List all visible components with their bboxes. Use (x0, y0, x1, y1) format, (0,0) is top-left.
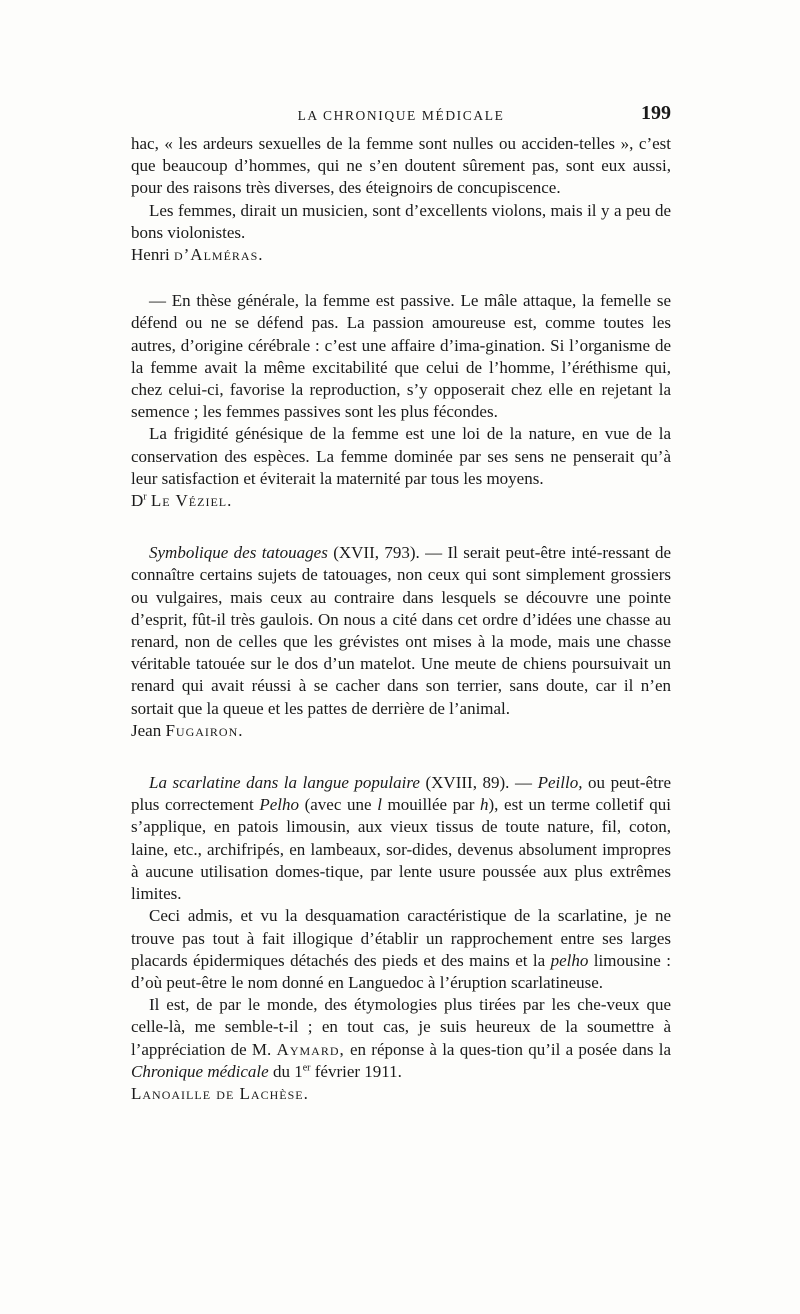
text-run: limousine : d’où peut-être le nom donné en Languedoc à l’éruption scarlatineuse. (131, 950, 671, 992)
text-run: ou peut-être plus correctement (131, 773, 672, 815)
text-run: mouillée par (381, 795, 480, 815)
signature-title: D (131, 491, 144, 511)
signature (131, 720, 671, 742)
italic-term: pelho (550, 950, 589, 970)
paragraph: Les femmes, dirait un musicien, sont d’excellents violons, mais il y a peu de bons violonistes. (131, 200, 671, 242)
paragraph (131, 994, 671, 1083)
signature-name: Le Véziel. (150, 491, 233, 511)
paragraph: — En thèse générale, la femme est passive. Le mâle attaque, la femelle se défend ou ne se défend pas. La passion amoureuse est, comme toutes les autres, d’origine cérébrale : c’est une affaire d’ima-gination. Si l’organisme de la femme avait la même excitabilité que celui de l’homme, l’éréthisme qui, chez celui-ci, favorise la reproduction, s’y opposerait chez elle en rejetant la semence ; les femmes passives sont les plus fécondes. (131, 291, 671, 422)
signature-title-sup: r (143, 491, 147, 503)
person-name: Aymard, (276, 1039, 345, 1059)
text-run: Il est, de par le monde, des étymologies plus tirées par les che-veux que celle-là, me semble-t-il ; en tout cas, je suis heureux de la soumettre à l’appréciation de M. (131, 995, 671, 1059)
running-title: LA CHRONIQUE MÉDICALE (297, 108, 505, 123)
text-run: février 1911. (310, 1061, 402, 1081)
journal-title: Chronique médicale (131, 1061, 269, 1081)
signature-first-name: Henri (131, 245, 170, 265)
page-number: 199 (641, 102, 671, 124)
page-header (131, 100, 671, 130)
signature-last-name: d’Alméras. (173, 245, 264, 265)
section-spacer (131, 266, 671, 290)
signature (131, 244, 671, 266)
signature-first-name: Jean (131, 720, 162, 740)
paragraph: hac, « les ardeurs sexuelles de la femme sont nulles ou acciden-telles », c’est que beaucoup d’hommes, qui ne s’en doutent sûrement pas, sont eux aussi, pour des raisons très diverses, des éteignoirs de concupiscence. (131, 134, 671, 198)
signature-last-name: Fugairon. (165, 720, 244, 740)
page-body (131, 133, 671, 1105)
paragraph (131, 542, 671, 720)
article-text: Il serait peut-être inté-ressant de connaître certains sujets de tatouages, non ceux qui sont simplement grossiers ou vulgaires, mais ceux au contraire dans lesquels se découvre une pointe d’esprit, fût-il très gaulois. On nous a cité dans cet ordre d’idées une chasse au renard, non de celles que les grévistes ont mises à la mode, mais une chasse véritable tatouée sur le dos d’un matelot. Une meute de chiens poursuivait un renard qui avait réussi à se cacher dans son terrier, sans doute, car il n’en sortait que la queue et les pattes de derrière de l’animal. (131, 543, 671, 718)
article-title: La scarlatine dans la langue populaire (149, 773, 420, 793)
italic-term: l (377, 795, 382, 815)
paragraph (131, 905, 671, 994)
signature (131, 490, 631, 512)
section-spacer (131, 512, 671, 542)
paragraph (131, 772, 671, 905)
italic-term: h (480, 795, 489, 815)
article-title: Symbolique des tatouages (149, 543, 328, 563)
signature-name: Lanoaille de Lachèse. (131, 1083, 309, 1103)
text-run: du 1 (268, 1061, 303, 1081)
italic-term: Peillo, (537, 773, 583, 793)
article-reference: (XVIII, 89). — (419, 773, 538, 793)
text-run: (avec une (298, 795, 378, 815)
article-reference: (XVII, 793). — (327, 543, 448, 563)
section-spacer (131, 742, 671, 772)
text-run: ), est un terme colletif qui s’applique, en patois limousin, aux vieux tissus de toute nature, fil, coton, laine, etc., archifripés, en lambeaux, sor-dides, devenus absolument impropres à aucune utilisation domes-tique, par lente usure poussée aux plus extrêmes limites. (131, 795, 671, 904)
signature (131, 1083, 581, 1105)
text-run: en réponse à la ques-tion qu’il a posée dans la (344, 1039, 671, 1059)
ordinal-sup: er (302, 1062, 311, 1074)
italic-term: Pelho (259, 795, 299, 815)
text-run: Ceci admis, et vu la desquamation caractéristique de la scarlatine, je ne trouve pas tout à fait illogique d’établir un rapprochement entre ses larges placards épidermiques détachés des pieds et des mains et la (131, 906, 671, 970)
paragraph: La frigidité génésique de la femme est une loi de la nature, en vue de la conservation des espèces. La femme dominée par ses sens ne penserait qu’à leur satisfaction et éviterait la maternité par tous les moyens. (131, 424, 671, 488)
